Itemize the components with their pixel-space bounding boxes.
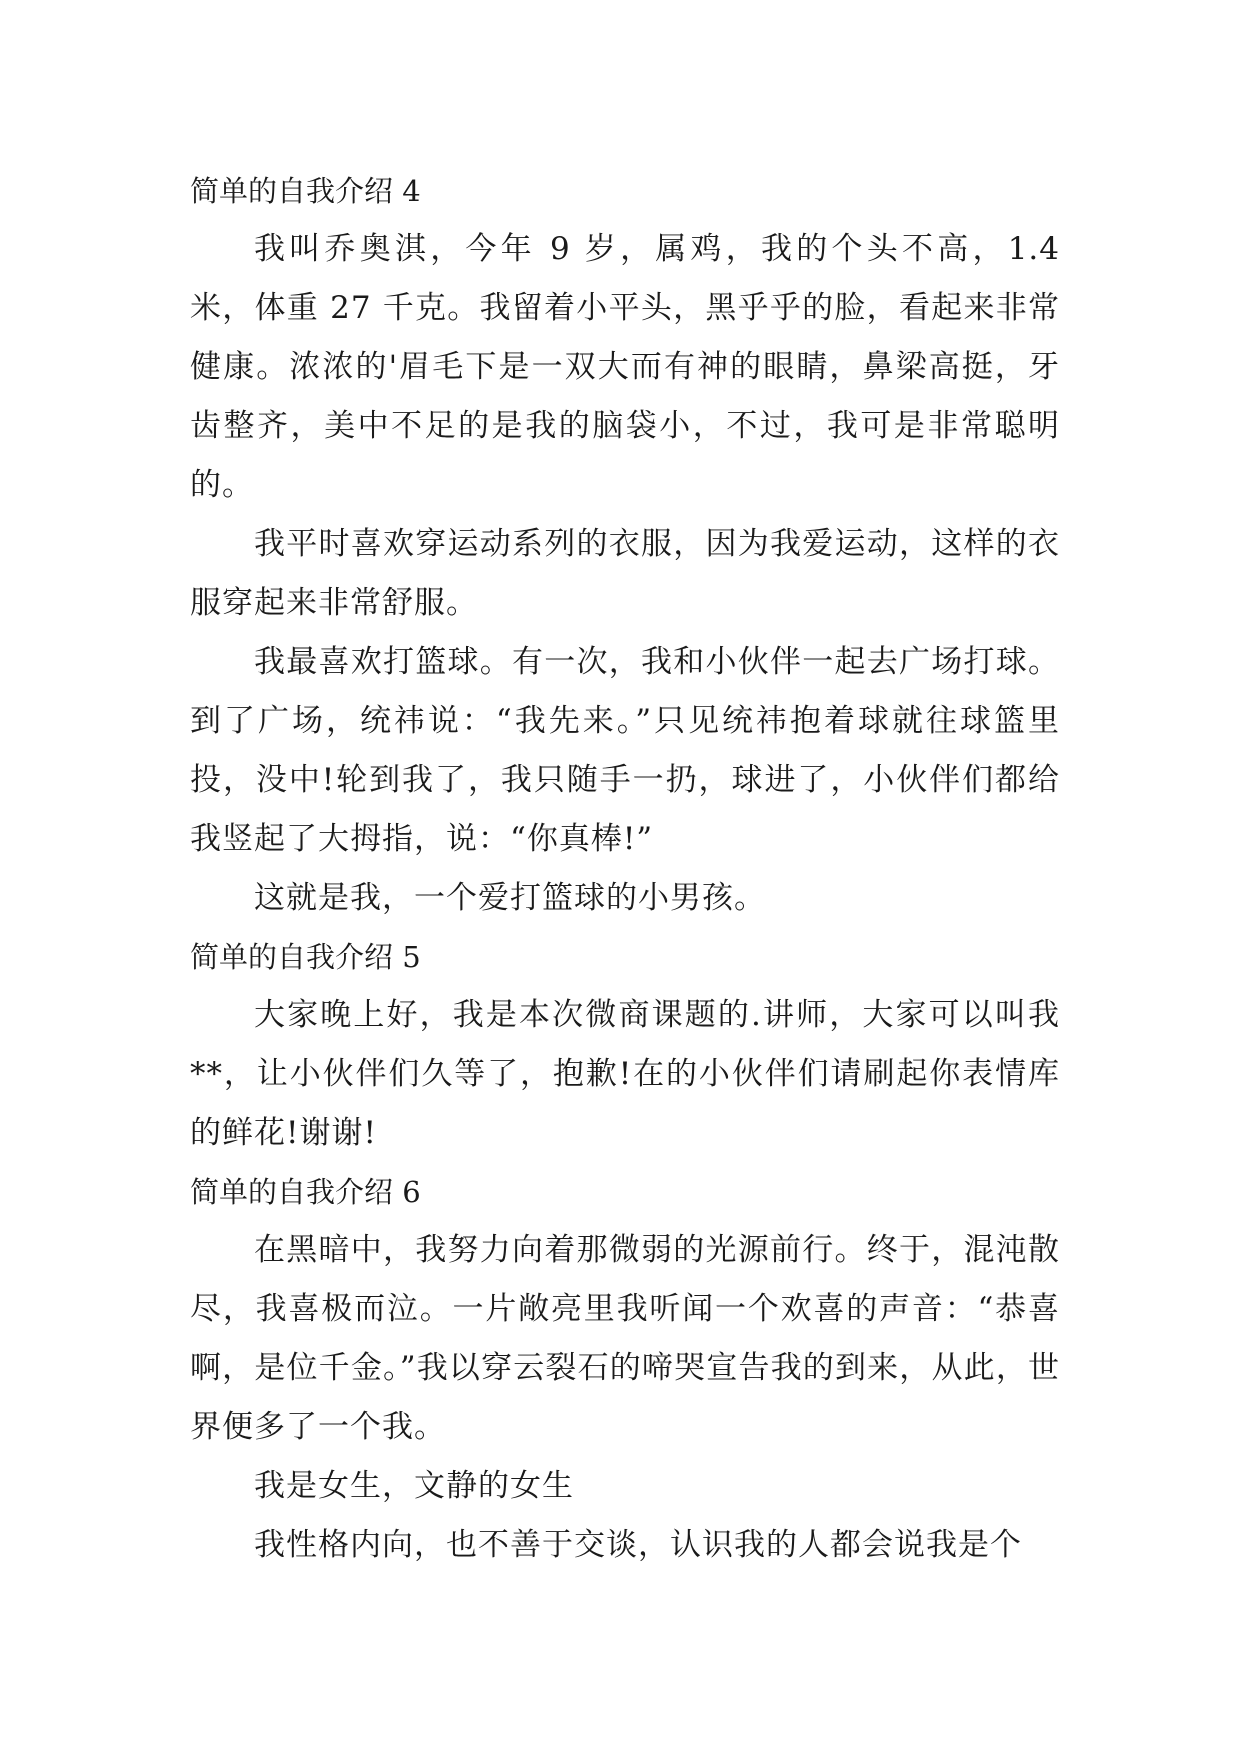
section-intro-4 <box>190 162 1060 928</box>
section-heading: 简单的自我介绍 4 <box>190 174 421 208</box>
paragraph: 在黑暗中，我努力向着那微弱的光源前行。终于，混沌散尽，我喜极而泣。一片敞亮里我听闻一个欢喜的声音：“恭喜啊，是位千金。”我以穿云裂石的啼哭宣告我的到来，从此，世界便多了一个我。 <box>190 1232 1060 1445</box>
paragraph: 我平时喜欢穿运动系列的衣服，因为我爱运动，这样的衣服穿起来非常舒服。 <box>190 526 1060 621</box>
paragraph: 我最喜欢打篮球。有一次，我和小伙伴一起去广场打球。到了广场，统祎说：“我先来。”只见统祎抱着球就往球篮里投，没中!轮到我了，我只随手一扔，球进了，小伙伴们都给我竖起了大拇指，说：“你真棒!” <box>190 644 1060 857</box>
document-page <box>190 162 1060 1575</box>
section-intro-6 <box>190 1163 1060 1575</box>
paragraph: 我性格内向，也不善于交谈，认识我的人都会说我是个 <box>254 1527 1022 1563</box>
paragraph: 这就是我，一个爱打篮球的小男孩。 <box>254 880 766 916</box>
paragraph: 我是女生，文静的女生 <box>254 1468 574 1504</box>
section-heading: 简单的自我介绍 5 <box>190 940 421 974</box>
section-intro-5 <box>190 928 1060 1163</box>
paragraph: 我叫乔奥淇，今年 9 岁，属鸡，我的个头不高，1.4 米，体重 27 千克。我留着小平头，黑乎乎的脸，看起来非常健康。浓浓的'眉毛下是一双大而有神的眼睛，鼻梁高挺，牙齿整齐，美中不足的是我的脑袋小，不过，我可是非常聪明的。 <box>190 231 1060 503</box>
paragraph: 大家晚上好，我是本次微商课题的.讲师，大家可以叫我**，让小伙伴们久等了，抱歉!在的小伙伴们请刷起你表情库的鲜花!谢谢! <box>190 997 1060 1151</box>
section-heading: 简单的自我介绍 6 <box>190 1175 421 1209</box>
